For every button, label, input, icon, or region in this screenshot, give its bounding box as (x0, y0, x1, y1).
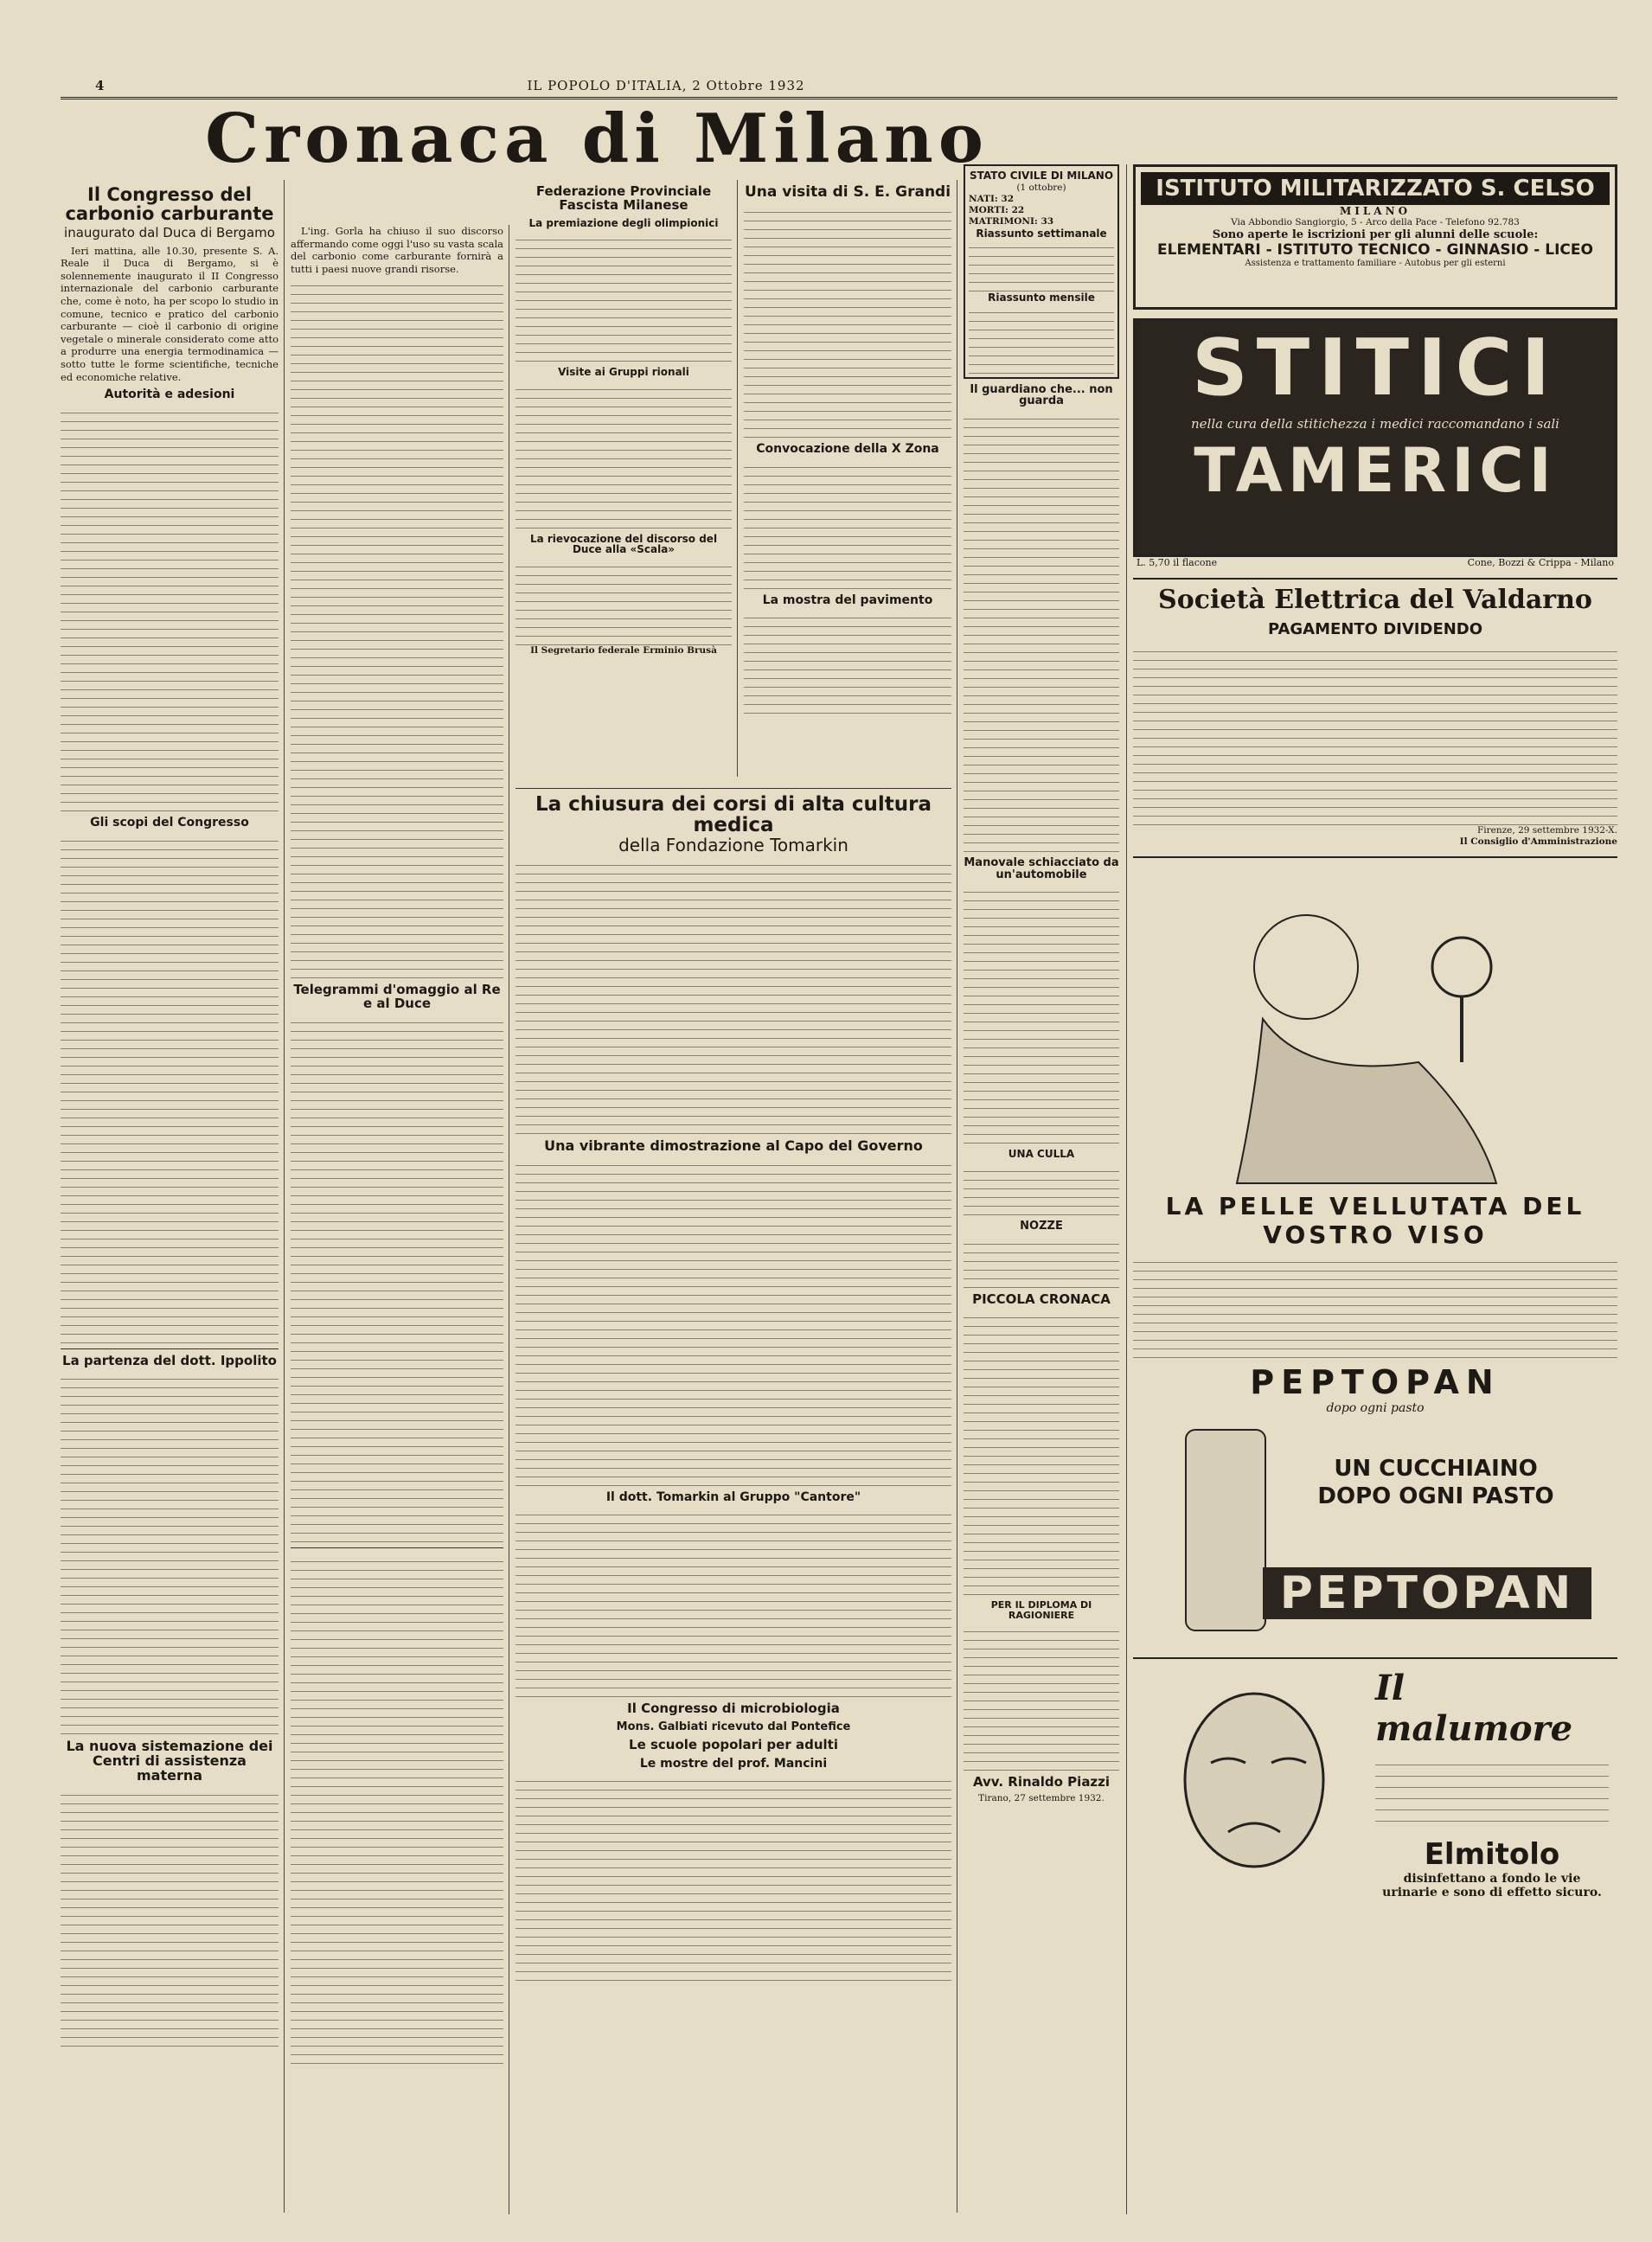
stato-civile-box (964, 164, 1119, 379)
text-body (969, 240, 1114, 291)
ad-city: MILANO (1339, 205, 1412, 217)
article-title: Federazione Provinciale Fascista Milanese (535, 183, 712, 213)
column-divider (1126, 164, 1127, 2214)
ad-peptopan (1133, 856, 1617, 1645)
text-body (61, 405, 279, 811)
text-body (515, 559, 732, 645)
ad-maker: Cone, Bozzi & Crippa - Milano (1467, 557, 1614, 568)
ad-title: Società Elettrica del Valdarno (1158, 585, 1592, 615)
section-heading: Telegrammi d'omaggio al Re e al Duce (293, 982, 501, 1012)
ad-headline: LA PELLE VELLUTATA DEL VOSTRO VISO (1165, 1192, 1585, 1249)
column-3 (515, 180, 732, 777)
text-body (61, 1371, 279, 1734)
ads-column (1133, 164, 1617, 2214)
signature: Il Segretario federale Erminio Brusà (530, 644, 717, 656)
text-body (964, 1163, 1119, 1215)
text-body (964, 1624, 1119, 1771)
section-heading: Mons. Galbiati ricevuto dal Pontefice (616, 1720, 851, 1734)
article-subtitle: della Fondazione Tomarkin (618, 835, 848, 856)
section-heading: NOZZE (1020, 1219, 1063, 1233)
column-divider (737, 180, 738, 777)
bottle-icon (1185, 1429, 1266, 1631)
section-heading: La nuova sistemazione dei Centri di assistenza materna (66, 1738, 273, 1784)
text-body (291, 1015, 503, 1542)
column-5 (964, 164, 1119, 2214)
section-heading: Manovale schiacciato da un'automobile (964, 856, 1119, 881)
section-heading: UNA CULLA (1008, 1148, 1075, 1161)
section-heading: Visite ai Gruppi rionali (558, 366, 689, 379)
divider (291, 1547, 503, 1548)
ad-address: Via Abbondio Sangiorgio, 5 - Arco della Pace - Telefono 92.783 (1231, 217, 1520, 227)
article-lead: Ieri mattina, alle 10.30, presente S. A. Reale il Duca di Bergamo, si è solennemente inaugurato il II Congresso internazionale del carbonio carburante che, come è noto, ha per scopo lo studio in comune, tecnico e pratico del carbonio carburante — cioè il carbonio di origine vegetale o minerale considerato come atto a produrre una energia termodinamica — sotto tutte le forme scientifiche, tecniche ed economiche relative. (61, 244, 279, 383)
stat-nati: NATI: 32 (969, 193, 1015, 204)
ad-text (1375, 1668, 1609, 1899)
text-body (969, 304, 1114, 374)
page-header (61, 78, 1617, 99)
text-body (515, 1507, 951, 1697)
ad-bottle-panel (1133, 1420, 1617, 1645)
column-4 (744, 180, 951, 777)
text-body (515, 857, 951, 1134)
section-heading: Riassunto settimanale (976, 227, 1107, 240)
section-heading: Avv. Rinaldo Piazzi (972, 1774, 1111, 1790)
article-title: Il Congresso del carbonio carburante (65, 184, 274, 225)
section-heading: PER IL DIPLOMA DI RAGIONIERE (990, 1599, 1092, 1621)
text-body (964, 1236, 1119, 1288)
column-1 (61, 180, 279, 2213)
text-body (291, 1553, 503, 2064)
ad-brand: Elmitolo (1424, 1837, 1560, 1872)
divider (61, 1348, 279, 1349)
face-illustration (1150, 1668, 1349, 1910)
text-body (964, 411, 1119, 852)
ad-line: Sono aperte le iscrizioni per gli alunni delle scuole: (1212, 228, 1539, 241)
ad-brand: TAMERICI (1194, 435, 1557, 506)
ad-brand-banner: PEPTOPAN (1263, 1567, 1591, 1619)
article-title: Una visita di S. E. Grandi (744, 183, 951, 201)
section-heading: La mostra del pavimento (762, 593, 933, 607)
ad-elmitolo (1133, 1657, 1617, 1919)
ad-headline: Il malumore (1375, 1668, 1573, 1749)
column-2 (291, 225, 503, 2214)
section-heading: La partenza del dott. Ippolito (62, 1352, 277, 1368)
newspaper-page (61, 69, 1617, 2214)
ad-subtitle: dopo ogni pasto (1326, 1401, 1425, 1415)
text-body (515, 232, 732, 362)
article-text: L'ing. Gorla ha chiuso il suo discorso affermando come oggi l'uso su vasta scala del carbonio come carburante fornirà a tutti i paesi nuove grandi risorse. (291, 225, 503, 275)
dateline: Tirano, 27 settembre 1932. (978, 1793, 1105, 1804)
page-number: 4 (95, 78, 105, 93)
section-heading: Il Congresso di microbiologia (627, 1701, 840, 1717)
section-heading: Gli scopi del Congresso (90, 815, 249, 830)
section-heading: Il dott. Tomarkin al Gruppo "Cantore" (605, 1489, 861, 1504)
woman-illustration (1133, 863, 1617, 1192)
section-heading: Le mostre del prof. Mancini (639, 1756, 828, 1771)
ad-date: Firenze, 29 settembre 1932-X. (1477, 825, 1617, 836)
divider (515, 788, 951, 789)
text-body (515, 1773, 951, 1981)
box-date: (1 ottobre) (1016, 182, 1066, 193)
ad-tagline: nella cura della stitichezza i medici raccomandano i sali (1191, 416, 1559, 432)
ad-price: L. 5,70 il flacone (1137, 557, 1218, 568)
ad-tamerici-footer (1133, 557, 1617, 573)
text-body (515, 381, 732, 528)
section-heading: Riassunto mensile (988, 291, 1095, 304)
ad-subtitle: disinfettano a fondo le vie urinarie e sono di effetto sicuro. (1382, 1872, 1602, 1899)
ad-subtitle: PAGAMENTO DIVIDENDO (1267, 620, 1483, 638)
ad-title: ISTITUTO MILITARIZZATO S. CELSO (1141, 172, 1610, 205)
section-heading: La premiazione degli olimpionici (528, 216, 719, 229)
ad-slogan: UN CUCCHIAINO DOPO OGNI PASTO (1317, 1456, 1554, 1509)
ad-schools: ELEMENTARI - ISTITUTO TECNICO - GINNASIO - LICEO (1157, 241, 1593, 259)
middle-article (515, 783, 951, 2214)
section-title: Cronaca di Milano (205, 99, 989, 178)
text-body (1133, 1254, 1617, 1358)
text-body (291, 278, 503, 978)
newspaper-dateline: IL POPOLO D'ITALIA, 2 Ottobre 1932 (527, 78, 805, 93)
article-subtitle: inaugurato dal Duca di Bergamo (64, 225, 275, 241)
article-title: La chiusura dei corsi di alta cultura medica (535, 793, 932, 837)
column-divider (284, 180, 285, 2213)
ad-sign: Il Consiglio d'Amministrazione (1459, 836, 1617, 847)
section-heading: Le scuole popolari per adulti (629, 1736, 838, 1752)
box-title: STATO CIVILE DI MILANO (969, 170, 1114, 182)
stat-morti: MORTI: 22 (969, 204, 1025, 215)
text-body (1375, 1754, 1609, 1832)
stat-matrimoni: MATRIMONI: 33 (969, 215, 1054, 227)
ad-note: Assistenza e trattamento familiare - Autobus per gli esterni (1245, 259, 1506, 268)
text-body (1133, 644, 1617, 825)
section-heading: Una vibrante dimostrazione al Capo del Governo (544, 1137, 923, 1154)
ad-celso (1133, 164, 1617, 310)
text-body (61, 833, 279, 1343)
text-body (515, 1157, 951, 1486)
section-heading: Il guardiano che... non guarda (970, 382, 1113, 408)
ad-brand: PEPTOPAN (1250, 1363, 1501, 1401)
text-body (964, 884, 1119, 1143)
text-body (744, 610, 951, 714)
section-heading: Convocazione della X Zona (756, 441, 939, 456)
text-body (744, 459, 951, 589)
section-heading: La rievocazione del discorso del Duce alla «Scala» (529, 532, 718, 556)
text-body (61, 1787, 279, 2047)
text-body (744, 204, 951, 438)
ad-headline: STITICI (1191, 323, 1559, 413)
ad-tamerici (1133, 318, 1617, 557)
text-body (964, 1310, 1119, 1595)
section-heading: Autorità e adesioni (104, 388, 235, 402)
section-heading: PICCOLA CRONACA (972, 1291, 1111, 1307)
ad-valdarno (1133, 578, 1617, 848)
ad-illustration (1133, 863, 1617, 1192)
